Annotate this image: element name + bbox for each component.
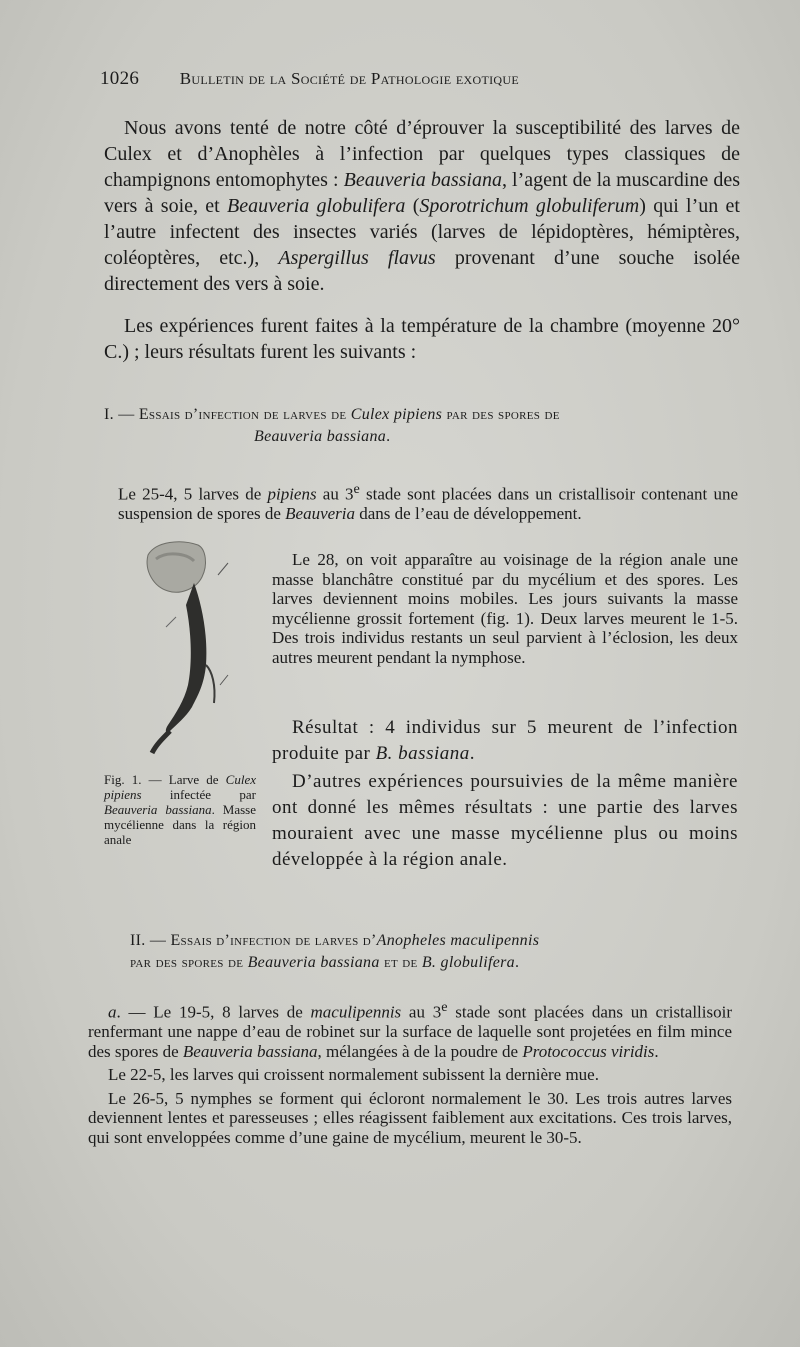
species-name: Beauveria bassiana	[254, 428, 387, 445]
experiment1-paragraph-b: Le 28, on voit apparaître au voisinage de la région anale une masse blanchâtre constitué par du mycélium et des spores. Les larves deviennent moins mobiles. Les jours suivants la masse mycélienne grossit fortement (fig. 1). Deux larves meurent le 1-5. Des trois individus restants un seul parvient à l’éclosion, les deux autres meurent pendant la nymphose.	[272, 550, 738, 667]
text-run: stade sont placées dans un cristallisoir contenant une suspension de spores de	[118, 484, 739, 524]
journal-title: Bulletin de la Société de Pathologie exotique	[179, 69, 519, 88]
text-run: au 3	[401, 1002, 442, 1022]
species-name: B. bassiana	[375, 743, 470, 764]
species-name: Beauveria bassiana	[343, 169, 502, 191]
caption-text: infectée par	[141, 787, 256, 802]
species-name: Beauveria	[285, 504, 356, 524]
intro-text: Nous avons tenté de notre côté d’éprouver la susceptibilité des larves de Culex et d’Anophèles à l’infection par quelques types classiques de champignons entomophytes :	[104, 117, 740, 191]
larva-figure	[136, 535, 236, 765]
caption-text: . Masse mycélienne dans la région anale	[104, 802, 256, 847]
section-title: .	[514, 954, 520, 971]
species-name: Beauveria bassiana	[182, 1041, 318, 1061]
result-paragraph	[272, 715, 738, 767]
superscript: e	[441, 999, 448, 1015]
caption-text: Fig. 1. — Larve de	[104, 772, 226, 787]
figure-caption	[104, 772, 256, 847]
experiment1-paragraph-a	[118, 480, 738, 524]
superscript: e	[353, 481, 360, 497]
experiment2-paragraph-a	[88, 998, 732, 1061]
species-name: Anopheles maculipennis	[376, 932, 540, 949]
species-name: Culex pipiens	[350, 406, 443, 423]
experiment2-paragraph-c: Le 26-5, 5 nymphes se forment qui écloront normalement le 30. Les trois autres larves deviennent lentes et paresseuses ; elles réagissent faiblement aux excitations. Ces trois larves, qui sont enveloppées comme d’une gaine de mycélium, meurent le 30-5.	[88, 1088, 732, 1147]
experiment2-block	[88, 998, 732, 1147]
intro-text: provenant d’une souche isolée directement des vers à soie.	[104, 247, 740, 295]
intro-text: , l’agent de la muscardine des vers à soie, et	[104, 169, 740, 217]
intro-text: (	[405, 195, 420, 217]
intro-text: ) qui l’un et l’autre infectent des insectes variés (larves de lépidoptères, hémiptères, coléoptères, etc.),	[104, 195, 740, 269]
text-run: , mélangées à de la poudre de	[317, 1041, 523, 1061]
larva-illustration	[136, 535, 236, 765]
conditions-paragraph: Les expériences furent faites à la température de la chambre (moyenne 20° C.) ; leurs résultats furent les suivants :	[104, 315, 740, 363]
intro-paragraph	[104, 115, 740, 297]
species-name: maculipennis	[310, 1002, 402, 1022]
section-title: Essais d’infection de larves d’	[170, 932, 377, 949]
species-name: Beauveria bassiana	[247, 954, 380, 971]
section-title: par des spores de	[442, 406, 560, 423]
section-number: II. —	[130, 932, 171, 949]
text-run: . — Le 19-5, 8 larves de	[116, 1002, 311, 1022]
experiment2-paragraph-b: Le 22-5, les larves qui croissent normalement subissent la dernière mue.	[108, 1065, 599, 1085]
species-name: pipiens	[267, 484, 317, 504]
species-name: Aspergillus flavus	[278, 247, 436, 269]
species-name: Beauveria globulifera	[227, 195, 406, 217]
item-letter: a	[108, 1002, 117, 1022]
text-run: dans de l’eau de développement.	[355, 504, 582, 524]
section-title: par des spores de	[130, 954, 248, 971]
running-header	[100, 68, 660, 90]
section-heading-2	[130, 930, 740, 974]
other-experiments-paragraph: D’autres expériences poursuivies de la même manière ont donné les mêmes résultats : une partie des larves mouraient avec une masse mycélienne plus ou moins développée à la région anale.	[272, 771, 738, 870]
text-run: .	[654, 1041, 659, 1061]
text-run: Résultat : 4 individus sur 5 meurent de l’infection produite par	[272, 717, 738, 764]
text-run: .	[469, 743, 476, 764]
section-heading-1	[104, 404, 754, 448]
section-title: .	[386, 428, 391, 445]
text-run: au 3	[316, 484, 354, 504]
section-title: et de	[379, 954, 422, 971]
species-name: Culex pipiens	[104, 772, 256, 802]
species-name: B. globulifera	[421, 954, 515, 971]
page-number: 1026	[100, 68, 140, 89]
text-run: stade sont placées dans un cristallisoir renfermant une nappe d’eau de robinet sur la surface de laquelle sont projetées en film mince des spores de	[88, 1002, 732, 1061]
section-title: Essais d’infection de larves de	[138, 406, 351, 423]
section-number: I. —	[104, 406, 139, 423]
species-name: Protococcus viridis	[522, 1041, 655, 1061]
species-name: Beauveria bassiana	[104, 802, 212, 817]
text-run: Le 25-4, 5 larves de	[118, 484, 268, 504]
species-name: Sporotrichum globuliferum	[419, 195, 640, 217]
